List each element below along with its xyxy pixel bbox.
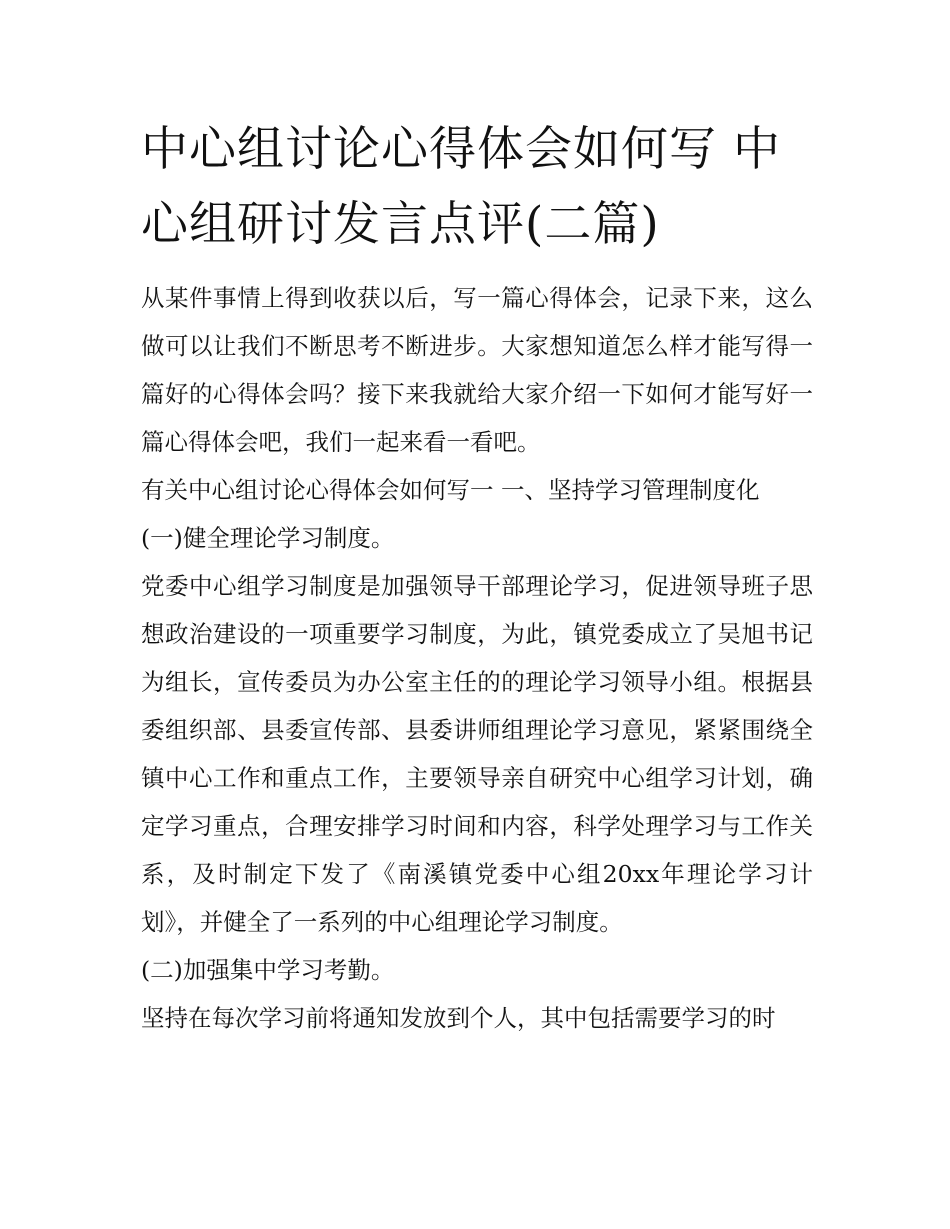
document-page <box>141 112 813 1042</box>
paragraph-intro: 从某件事情上得到收获以后，写一篇心得体会，记录下来，这么做可以让我们不断思考不断进步。大家想知道怎么样才能写得一篇好的心得体会吗？接下来我就给大家介绍一下如何才能写好一篇心得体会吧，我们一起来看一看吧。 <box>141 284 813 456</box>
document-title: 中心组讨论心得体会如何写 中心组研讨发言点评(二篇) <box>141 122 781 252</box>
document-body <box>141 274 813 1042</box>
paragraph-attendance: 坚持在每次学习前将通知发放到个人，其中包括需要学习的时 <box>141 1004 776 1032</box>
subsection-heading: (一)健全理论学习制度。 <box>141 524 395 552</box>
paragraph-study-system: 党委中心组学习制度是加强领导干部理论学习，促进领导班子思想政治建设的一项重要学习制度，为此，镇党委成立了吴旭书记为组长，宣传委员为办公室主任的的理论学习领导小组。根据县委组织部、县委宣传部、县委讲师组理论学习意见，紧紧围绕全镇中心工作和重点工作，主要领导亲自研究中心组学习计划，确定学习重点，合理安排学习时间和内容，科学处理学习与工作关系，及时制定下发了《南溪镇党委中心组20xx年理论学习计划》，并健全了一系列的中心组理论学习制度。 <box>141 572 813 936</box>
subsection-heading: (二)加强集中学习考勤。 <box>141 956 395 984</box>
section-heading: 有关中心组讨论心得体会如何写一 一、坚持学习管理制度化 <box>141 476 760 504</box>
